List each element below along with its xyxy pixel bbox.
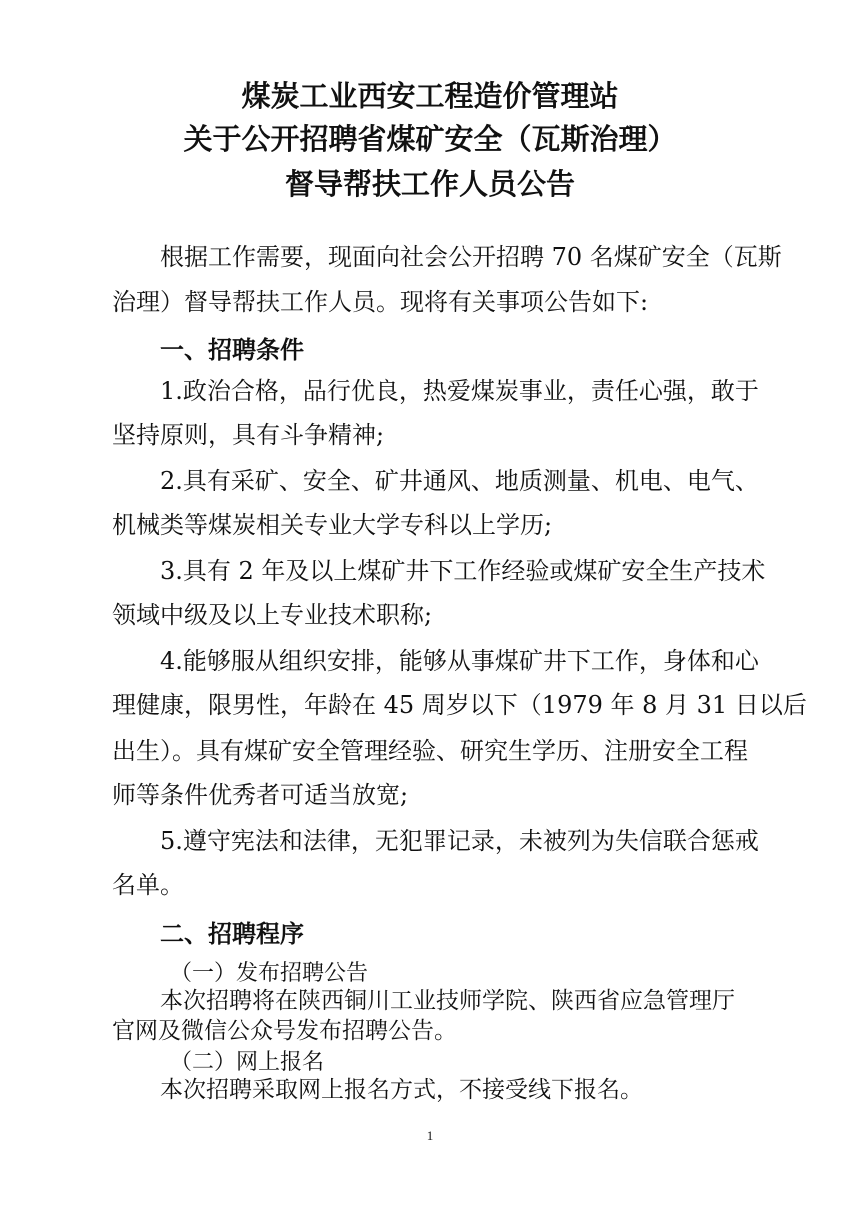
- subsection-1-line-1: 本次招聘将在陕西铜川工业技师学院、陕西省应急管理厅: [160, 988, 735, 1014]
- item-1-line-1: 1.政治合格，品行优良，热爱煤炭事业，责任心强，敢于: [160, 377, 759, 405]
- intro-line-1: 根据工作需要，现面向社会公开招聘 70 名煤矿安全（瓦斯: [160, 243, 782, 271]
- subsection-1-title: （一）发布招聘公告: [170, 961, 369, 986]
- item-1-line-2: 坚持原则，具有斗争精神;: [112, 421, 385, 449]
- item-2-line-2: 机械类等煤炭相关专业大学专科以上学历;: [112, 511, 553, 539]
- item-5-line-2: 名单。: [112, 871, 184, 899]
- title-line-3: 督导帮扶工作人员公告: [284, 167, 575, 201]
- subsection-1-line-2: 官网及微信公众号发布招聘公告。: [112, 1018, 457, 1044]
- item-4-line-2: 理健康，限男性，年龄在 45 周岁以下（1979 年 8 月 31 日以后: [112, 691, 807, 719]
- title-line-1: 煤炭工业西安工程造价管理站: [241, 79, 619, 113]
- item-4-line-3: 出生）。具有煤矿安全管理经验、研究生学历、注册安全工程: [112, 737, 748, 765]
- section-1-heading: 一、招聘条件: [160, 336, 304, 364]
- item-3-line-1: 3.具有 2 年及以上煤矿井下工作经验或煤矿安全生产技术: [160, 557, 766, 585]
- item-3-line-2: 领域中级及以上专业技术职称;: [112, 601, 433, 629]
- item-2-line-1: 2.具有采矿、安全、矿井通风、地质测量、机电、电气、: [160, 467, 759, 495]
- item-4-line-1: 4.能够服从组织安排，能够从事煤矿井下工作，身体和心: [160, 647, 759, 675]
- section-2-heading: 二、招聘程序: [160, 920, 304, 948]
- subsection-2-title: （二）网上报名: [170, 1050, 325, 1075]
- item-4-line-4: 师等条件优秀者可适当放宽;: [112, 781, 409, 809]
- subsection-2-line-1: 本次招聘采取网上报名方式，不接受线下报名。: [160, 1077, 643, 1103]
- page-number: 1: [426, 1128, 434, 1143]
- intro-line-2: 治理）督导帮扶工作人员。现将有关事项公告如下:: [112, 288, 649, 316]
- item-5-line-1: 5.遵守宪法和法律，无犯罪记录，未被列为失信联合惩戒: [160, 827, 759, 855]
- title-line-2: 关于公开招聘省煤矿安全（瓦斯治理）: [183, 122, 677, 156]
